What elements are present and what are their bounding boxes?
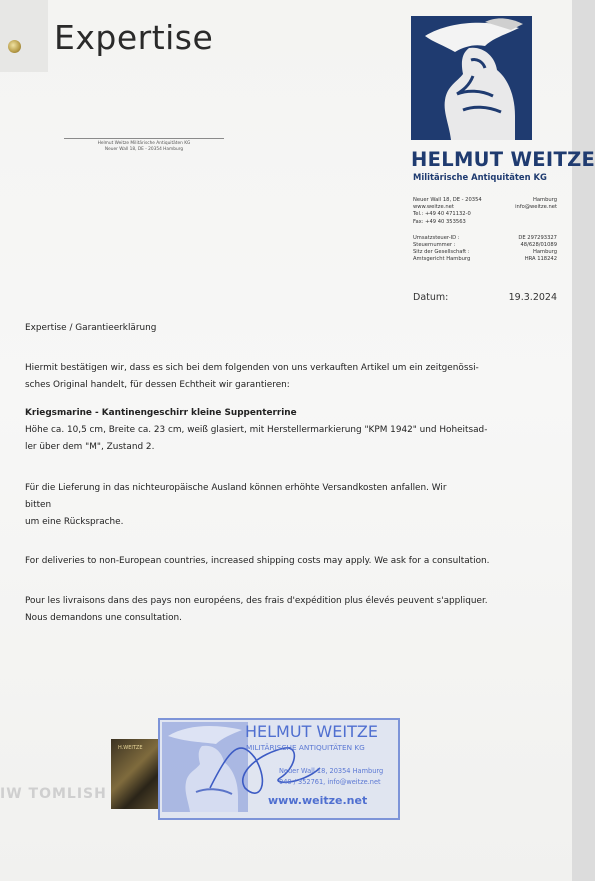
company-subtitle: Militärische Antiquitäten KG	[413, 172, 547, 182]
item-line: Höhe ca. 10,5 cm, Breite ca. 23 cm, weiß glasiert, mit Herstellermarkierung "KPM 1942" und Hoheitsad-	[25, 425, 488, 435]
german-line: um eine Rücksprache.	[25, 517, 124, 527]
legal-row	[413, 235, 557, 242]
english-shipping-note: For deliveries to non-European countries, increased shipping costs may apply. We ask for a consultation.	[25, 556, 490, 566]
email-text: info@weitze.net	[515, 204, 557, 211]
date-value: 19.3.2024	[508, 292, 557, 303]
sender-line-1: Helmut Weitze Militärische Antiquitäten KG	[97, 141, 191, 146]
hologram-text: H.WEITZE	[118, 745, 143, 751]
german-line: bitten	[25, 500, 52, 510]
address-city: Hamburg	[532, 197, 557, 203]
legal-label: Umsatzsteuer-ID :	[413, 234, 460, 241]
telephone-text: Tel.: +49 40 471132-0	[413, 211, 471, 218]
fax-row	[413, 219, 557, 226]
stamp-website: www.weitze.net	[268, 794, 368, 807]
stamp-address	[279, 766, 383, 788]
intro-paragraph	[25, 360, 555, 394]
german-shipping-note	[25, 480, 555, 531]
document-heading: Expertise / Garantieerklärung	[25, 323, 157, 333]
fax-text: Fax: +49 40 353563	[413, 218, 466, 225]
legal-row	[413, 242, 557, 249]
stamp-company-name: HELMUT WEITZE	[245, 722, 378, 741]
pushpin-icon	[8, 40, 21, 53]
legal-label: Amtsgericht Hamburg	[413, 256, 471, 263]
legal-label: Sitz der Gesellschaft :	[413, 249, 470, 256]
french-line: Pour les livraisons dans des pays non européens, des frais d'expédition plus élevés peuvent s'appliquer.	[25, 596, 488, 606]
page-corner-strip	[0, 0, 48, 72]
contact-block	[413, 197, 557, 264]
page-title: Expertise	[54, 18, 214, 57]
date-label: Datum:	[413, 292, 449, 303]
address-row	[413, 197, 557, 204]
intro-line: sches Original handelt, für dessen Echtheit wir garantieren:	[25, 380, 290, 390]
legal-value: Hamburg	[532, 249, 557, 256]
faint-background-text: IW TOMLISH	[0, 786, 107, 802]
sender-return-address	[64, 138, 224, 153]
french-line: Nous demandons une consultation.	[25, 613, 182, 623]
website-text: www.weitze.net	[413, 204, 454, 211]
item-description	[25, 405, 555, 456]
legal-value: 48/628/01089	[520, 241, 557, 248]
company-logo	[411, 16, 532, 140]
legal-value: DE 297293327	[518, 234, 557, 241]
legal-row	[413, 249, 557, 256]
sender-line-2: Neuer Wall 18, DE - 20354 Hamburg	[104, 147, 184, 152]
web-row	[413, 204, 557, 211]
stamp-address-line: 040 / 352761, info@weitze.net	[279, 778, 381, 786]
date-row	[413, 292, 557, 303]
statue-logo-icon	[411, 16, 532, 140]
french-shipping-note	[25, 593, 555, 627]
legal-label: Steuernummer :	[413, 241, 456, 248]
item-title: Kriegsmarine - Kantinengeschirr kleine Suppenterrine	[25, 408, 297, 418]
german-line: Für die Lieferung in das nichteuropäische Ausland können erhöhte Versandkosten anfallen. Wir	[25, 483, 447, 493]
company-name: HELMUT WEITZE	[411, 148, 595, 171]
tel-row	[413, 211, 557, 218]
address-street: Neuer Wall 18, DE - 20354	[413, 197, 482, 203]
stamp-address-line: Neuer Wall 18, 20354 Hamburg	[279, 767, 384, 775]
item-line: ler über dem "M", Zustand 2.	[25, 442, 155, 452]
legal-value: HRA 118242	[524, 256, 557, 263]
intro-line: Hiermit bestätigen wir, dass es sich bei dem folgenden von uns verkauften Artikel um ein zeitgenössi-	[25, 363, 479, 373]
stamp-company-subtitle: MILITÄRISCHE ANTIQUITÄTEN KG	[246, 743, 365, 752]
legal-row	[413, 256, 557, 263]
